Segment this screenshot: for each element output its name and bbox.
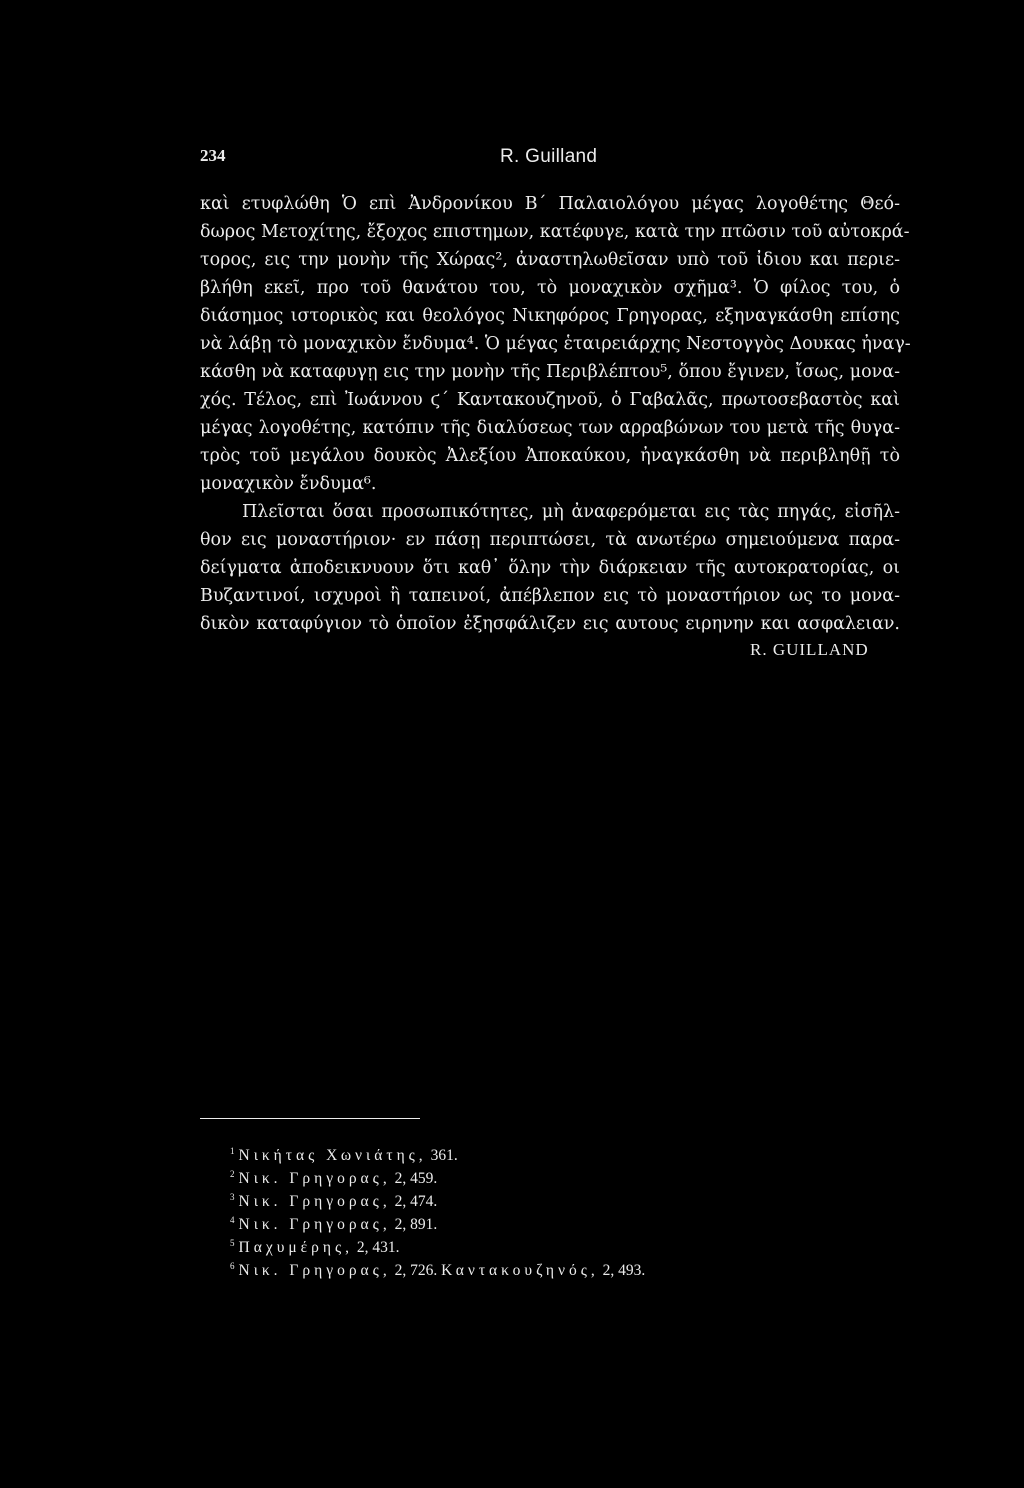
- footnote-author: Παχυμέρης,: [238, 1239, 354, 1256]
- footnote-6: [230, 1255, 850, 1278]
- page-number: 234: [200, 146, 226, 165]
- main-text: [200, 190, 911, 638]
- footnote-4: [230, 1209, 850, 1232]
- text-line: καὶ ετυφλώθη Ὁ επὶ Ἀνδρονίκου Β΄ Παλαιολόγου μέγας λογοθέτης Θεό-: [200, 194, 900, 214]
- footnote-ref: 2, 726.: [394, 1262, 438, 1279]
- text-line: δωρος Μετοχίτης, ἔξοχος επιστημων, κατέφυγε, κατὰ την πτῶσιν τοῦ αὐτοκρά-: [200, 222, 910, 242]
- text-line: νὰ λάβῃ τὸ μοναχικὸν ἔνδυμα⁴. Ὁ μέγας ἑταιρειάρχης Νεστογγὸς Δουκας ἠναγ-: [200, 334, 911, 354]
- page-header: [200, 146, 900, 176]
- footnote-mark: 3: [230, 1192, 235, 1202]
- footnote-author: Νικ. Γρηγορας,: [238, 1216, 391, 1233]
- footnote-mark: 6: [230, 1261, 235, 1271]
- text-line: μέγας λογοθέτης, κατόπιν τῆς διαλύσεως των αρραβώνων του μετὰ τῆς θυγα-: [200, 418, 900, 438]
- footnote-divider: [200, 1118, 420, 1119]
- footnote-3: [230, 1186, 850, 1209]
- footnote-author-2: Καντακουζηνός,: [441, 1262, 599, 1279]
- footnote-5: [230, 1232, 850, 1255]
- footnote-2: [230, 1163, 850, 1186]
- footnotes: [230, 1140, 850, 1278]
- footnote-mark: 4: [230, 1215, 235, 1225]
- footnote-1: [230, 1140, 850, 1163]
- footnote-ref: 2, 891.: [394, 1216, 438, 1233]
- footnote-author: Νικ. Γρηγορας,: [238, 1193, 391, 1210]
- text-line: βλήθη εκεῖ, προ τοῦ θανάτου του, τὸ μοναχικὸν σχῆμα³. Ὁ φίλος του, ὁ: [200, 278, 900, 298]
- text-line: τρὸς τοῦ μεγάλου δουκὸς Ἀλεξίου Ἀποκαύκου, ἠναγκάσθη νὰ περιβληθῇ τὸ: [200, 446, 900, 466]
- text-line: τορος, εις την μονὴν τῆς Χώρας², ἀναστηλωθεῖσαν υπὸ τοῦ ἰδιου και περιε-: [200, 250, 900, 270]
- text-line: κάσθη νὰ καταφυγῃ εις την μονὴν τῆς Περιβλέπτου⁵, ὅπου ἔγινεν, ἴσως, μονα-: [200, 362, 900, 382]
- footnote-ref: 2, 459.: [394, 1170, 438, 1187]
- running-head: R. Guilland: [500, 146, 598, 167]
- footnote-author: Νικ. Γρηγορας,: [238, 1262, 391, 1279]
- footnote-ref-2: 2, 493.: [602, 1262, 646, 1279]
- text-line: δικὸν καταφύγιον τὸ ὁποῖον ἐξησφάλιζεν εις αυτους ειρηνην και ασφαλειαν.: [200, 614, 900, 634]
- text-line: δείγματα ἀποδεικνυουν ὅτι καθ᾽ ὅλην τὴν διάρκειαν τῆς αυτοκρατορίας, οι: [200, 558, 900, 578]
- text-line: χός. Τέλος, επὶ Ἰωάννου ϛ΄ Καντακουζηνοῦ, ὁ Γαβαλᾶς, πρωτοσεβαστὸς καὶ: [200, 390, 900, 410]
- text-line: Βυζαντινοί, ισχυροὶ ἢ ταπεινοί, ἀπέβλεπον εις τὸ μοναστήριον ως το μονα-: [200, 586, 900, 606]
- footnote-author: Νικήτας Χωνιάτης,: [238, 1147, 427, 1164]
- footnote-mark: 1: [230, 1146, 235, 1156]
- footnote-ref: 2, 431.: [356, 1239, 400, 1256]
- text-line: διάσημος ιστορικὸς και θεολόγος Νικηφόρος Γρηγορας, εξηναγκάσθη επίσης: [200, 306, 900, 326]
- text-line: Πλεῖσται ὅσαι προσωπικότητες, μὴ ἀναφερόμεται εις τὰς πηγάς, εἰσῆλ-: [242, 502, 900, 522]
- footnote-mark: 5: [230, 1238, 235, 1248]
- author-signature: R. GUILLAND: [750, 640, 869, 659]
- footnote-ref: 361.: [430, 1147, 458, 1164]
- text-line: μοναχικὸν ἔνδυμα⁶.: [200, 474, 377, 494]
- footnote-ref: 2, 474.: [394, 1193, 438, 1210]
- footnote-mark: 2: [230, 1169, 235, 1179]
- footnote-author: Νικ. Γρηγορας,: [238, 1170, 391, 1187]
- text-line: θον εις μοναστήριον· εν πάσῃ περιπτώσει, τὰ ανωτέρω σημειούμενα παρα-: [200, 530, 900, 550]
